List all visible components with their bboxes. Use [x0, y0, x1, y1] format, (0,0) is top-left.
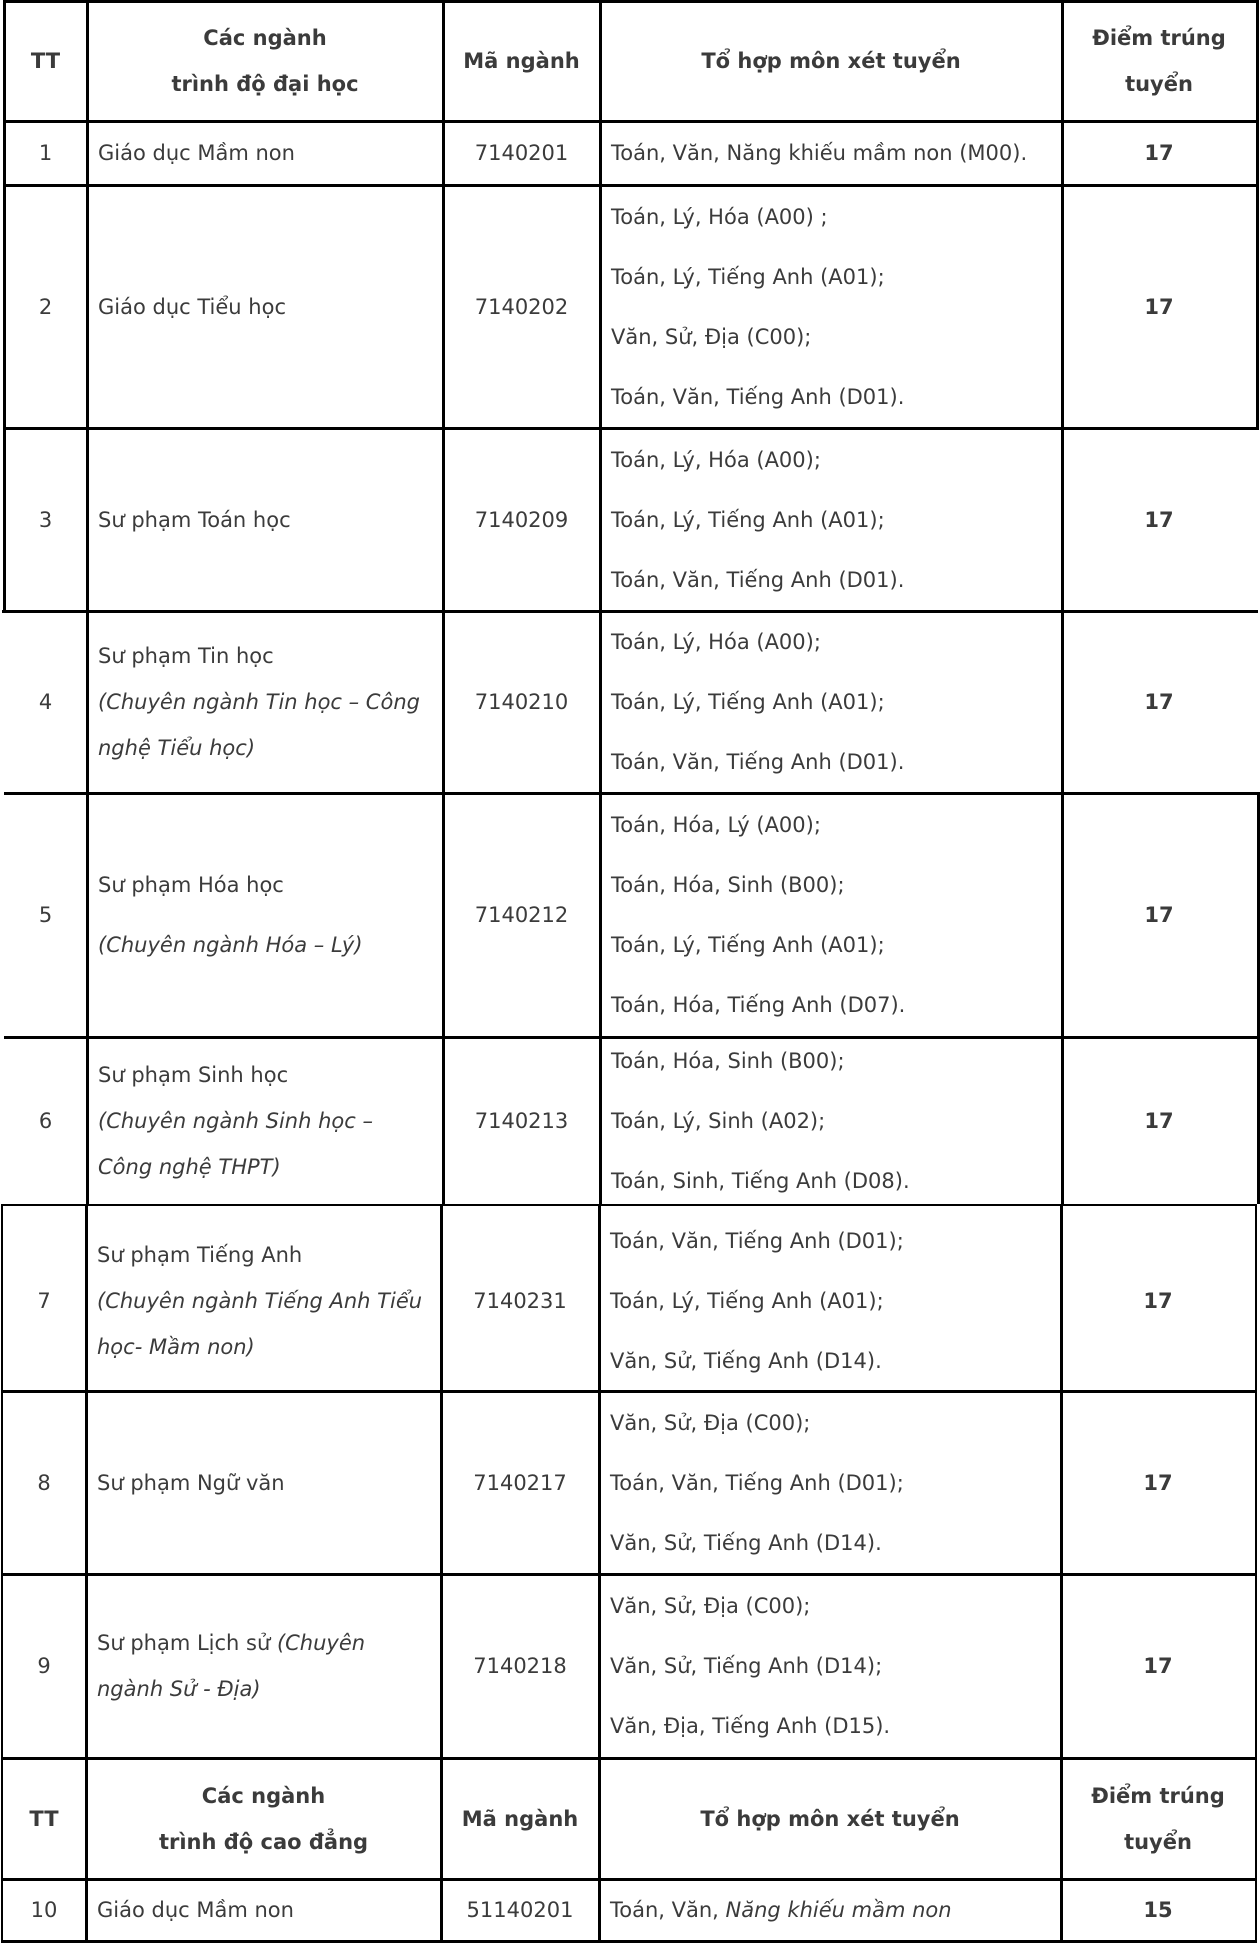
combo-item: Văn, Sử, Địa (C00); — [610, 1410, 811, 1435]
combo-item: Văn, Sử, Địa (C00); — [611, 324, 812, 349]
row-combos — [600, 611, 1062, 793]
row-score-value: 17 — [1143, 1288, 1173, 1313]
row-tt-value: 1 — [38, 141, 53, 165]
header-combos-label: Tổ hợp môn xét tuyển — [701, 49, 961, 73]
row-major-note: ngành Sử - Địa) — [97, 1677, 261, 1701]
grid-line — [4, 0, 1258, 3]
row-code-value: 7140231 — [473, 1288, 567, 1313]
row-tt-value: 6 — [38, 1108, 53, 1133]
row-score — [1062, 1037, 1256, 1204]
row-code — [443, 1037, 600, 1204]
row-major — [86, 1879, 441, 1941]
row-major-note: học- Mầm non) — [97, 1334, 255, 1359]
row-major-name: Sư phạm Lịch sử — [97, 1631, 277, 1655]
header-code-label: Mã ngành — [463, 49, 580, 73]
row-score — [1061, 1574, 1255, 1758]
grid-line — [1061, 0, 1064, 1204]
row-tt — [4, 121, 87, 185]
combo-item: Toán, Lý, Tiếng Anh (A01); — [611, 507, 885, 532]
row-major-name: Sư phạm Tiếng Anh — [97, 1242, 303, 1267]
row-tt-value: 10 — [30, 1898, 58, 1922]
row-major-note: (Chuyên ngành Sinh học – — [98, 1108, 373, 1133]
row-tt — [4, 611, 87, 793]
combo-item: Văn, Sử, Địa (C00); — [610, 1594, 811, 1618]
header-code — [443, 1, 600, 121]
grid-line — [1, 1940, 1256, 1943]
row-score — [1061, 1391, 1255, 1574]
combo-item: Toán, Hóa, Sinh (B00); — [611, 873, 845, 897]
grid-line — [442, 0, 445, 1204]
grid-line — [86, 0, 89, 1204]
header-score — [1061, 1758, 1255, 1879]
header-tt-label: TT — [29, 1806, 59, 1831]
row-code — [443, 185, 600, 428]
combo-item-italic: Năng khiếu mầm non — [725, 1898, 952, 1922]
combo-item: Toán, Văn, — [610, 1898, 726, 1922]
header-code — [441, 1758, 599, 1879]
header-code-label: Mã ngành — [461, 1806, 579, 1831]
header-major-line1: Các ngành — [201, 1783, 326, 1808]
header-score-line1: Điểm trúng — [1092, 26, 1226, 50]
header-score — [1062, 1, 1256, 121]
row-score-value: 17 — [1143, 1470, 1173, 1495]
grid-line — [440, 1204, 443, 1943]
row-major — [87, 121, 443, 185]
grid-line — [1, 1390, 1256, 1393]
header-score-line1: Điểm trúng — [1091, 1783, 1225, 1808]
table-row — [0, 1037, 1260, 1204]
row-major-note: (Chuyên ngành Tiếng Anh Tiểu — [97, 1288, 423, 1313]
table-row — [0, 1210, 1260, 1391]
header-major-line2: trình độ đại học — [171, 72, 359, 96]
row-major — [87, 611, 443, 793]
grid-line — [1, 1204, 1256, 1206]
row-combos — [600, 1037, 1062, 1204]
grid-line — [4, 120, 1258, 123]
header-combos-label: Tổ hợp môn xét tuyển — [700, 1806, 960, 1831]
combo-item: Văn, Sử, Tiếng Anh (D14). — [610, 1530, 882, 1555]
table-header-row — [0, 1, 1260, 121]
combo-item: Toán, Lý, Hóa (A00); — [611, 447, 821, 472]
combo-item: Toán, Hóa, Tiếng Anh (D07). — [611, 993, 906, 1017]
admission-table-continued — [0, 1210, 1260, 1952]
row-tt — [2, 1391, 86, 1574]
row-major-name: Giáo dục Tiểu học — [98, 294, 286, 319]
row-code — [443, 793, 600, 1037]
header-score-line2: tuyển — [1125, 72, 1193, 96]
grid-line — [4, 1036, 1258, 1039]
header-major — [87, 1, 443, 121]
row-major — [86, 1391, 441, 1574]
row-code-value: 7140213 — [474, 1108, 569, 1133]
combo-item: Toán, Hóa, Sinh (B00); — [611, 1048, 845, 1073]
row-score — [1062, 428, 1256, 611]
row-code-value: 51140201 — [466, 1898, 574, 1922]
table-row — [0, 793, 1260, 1037]
row-major — [87, 428, 443, 611]
combo-item: Toán, Văn, Năng khiếu mầm non (M00). — [611, 141, 1028, 165]
combo-item: Toán, Lý, Tiếng Anh (A01); — [611, 933, 885, 957]
row-combos — [599, 1879, 1061, 1941]
row-tt-value: 8 — [37, 1470, 51, 1495]
row-code-value: 7140202 — [474, 294, 569, 319]
header-combos — [600, 1, 1062, 121]
row-tt — [4, 793, 87, 1037]
row-score-value: 17 — [1144, 507, 1174, 532]
row-score — [1062, 611, 1256, 793]
table-row — [0, 185, 1260, 428]
grid-line — [2, 610, 1258, 613]
row-code-value: 7140218 — [473, 1654, 567, 1678]
row-major-name: Sư phạm Tin học — [98, 644, 274, 668]
combo-item: Văn, Sử, Tiếng Anh (D14). — [610, 1348, 882, 1373]
combo-item: Toán, Lý, Tiếng Anh (A01); — [611, 264, 885, 289]
row-code — [441, 1391, 599, 1574]
row-major-name: Sư phạm Toán học — [98, 507, 291, 532]
row-major — [87, 793, 443, 1037]
table-row — [0, 1879, 1260, 1941]
table-row — [0, 428, 1260, 611]
row-major-note: (Chuyên ngành Hóa – Lý) — [98, 933, 363, 957]
row-combos — [600, 793, 1062, 1037]
row-major — [86, 1210, 441, 1391]
row-tt — [4, 428, 87, 611]
row-tt-value: 3 — [38, 507, 53, 532]
row-score — [1061, 1210, 1255, 1391]
grid-line — [1, 1573, 1256, 1576]
row-score-value: 17 — [1143, 1654, 1173, 1678]
row-code — [441, 1210, 599, 1391]
row-code-value: 7140210 — [474, 690, 569, 714]
row-code-value: 7140212 — [474, 903, 569, 927]
row-combos — [599, 1574, 1061, 1758]
row-major-name: Giáo dục Mầm non — [97, 1898, 294, 1922]
row-code-value: 7140201 — [474, 141, 569, 165]
row-score-value: 15 — [1143, 1898, 1173, 1922]
row-tt-value: 9 — [37, 1654, 51, 1678]
row-tt — [4, 1037, 87, 1204]
row-major-name: Sư phạm Ngữ văn — [97, 1470, 285, 1495]
combo-item: Toán, Hóa, Lý (A00); — [611, 813, 821, 837]
row-score-value: 17 — [1144, 690, 1174, 714]
combo-item: Toán, Sinh, Tiếng Anh (D08). — [611, 1168, 910, 1193]
row-major-note: Công nghệ THPT) — [98, 1154, 281, 1179]
grid-line — [4, 792, 1258, 795]
grid-line — [3, 0, 6, 610]
grid-line — [1, 1757, 1256, 1760]
row-major-note: (Chuyên — [276, 1631, 366, 1655]
combo-item: Toán, Văn, Tiếng Anh (D01). — [611, 750, 905, 774]
row-tt-value: 4 — [38, 690, 53, 714]
combo-item: Văn, Địa, Tiếng Anh (D15). — [610, 1714, 891, 1738]
combo-item: Toán, Văn, Tiếng Anh (D01); — [610, 1470, 904, 1495]
row-major-note: nghệ Tiểu học) — [98, 736, 256, 760]
row-score-value: 17 — [1144, 294, 1174, 319]
row-tt — [4, 185, 87, 428]
grid-line — [4, 427, 1258, 430]
header-major-line1: Các ngành — [203, 26, 327, 50]
grid-line — [1256, 0, 1259, 430]
combo-item: Toán, Lý, Hóa (A00); — [611, 630, 821, 654]
row-score — [1062, 185, 1256, 428]
row-code — [441, 1574, 599, 1758]
row-major — [86, 1574, 441, 1758]
row-combos — [600, 121, 1062, 185]
combo-item: Toán, Lý, Tiếng Anh (A01); — [611, 690, 885, 714]
row-tt — [2, 1574, 86, 1758]
row-major — [87, 185, 443, 428]
grid-line — [598, 1204, 601, 1943]
row-combos — [600, 185, 1062, 428]
grid-line — [1, 1204, 3, 1943]
combo-item: Toán, Lý, Tiếng Anh (A01); — [610, 1288, 884, 1313]
row-major-note: (Chuyên ngành Tin học – Công — [98, 690, 420, 714]
header-combos — [599, 1758, 1061, 1879]
row-combos — [600, 428, 1062, 611]
header-tt — [2, 1758, 86, 1879]
row-major — [87, 1037, 443, 1204]
header-major — [86, 1758, 441, 1879]
grid-line — [1060, 1204, 1063, 1943]
combo-item: Văn, Sử, Tiếng Anh (D14); — [610, 1654, 883, 1678]
table-row — [0, 121, 1260, 185]
grid-line — [4, 184, 1258, 187]
row-tt-value: 7 — [37, 1288, 51, 1313]
header-major-line2: trình độ cao đẳng — [158, 1829, 369, 1854]
combo-item: Toán, Văn, Tiếng Anh (D01); — [610, 1228, 904, 1253]
grid-line — [1255, 1204, 1257, 1943]
row-score-value: 17 — [1144, 903, 1174, 927]
table-header-row-college — [0, 1758, 1260, 1879]
row-score — [1061, 1879, 1255, 1941]
row-tt-value: 2 — [38, 294, 53, 319]
row-major-name: Giáo dục Mầm non — [98, 141, 295, 165]
header-tt-label: TT — [30, 49, 61, 73]
combo-item: Toán, Lý, Sinh (A02); — [611, 1108, 826, 1133]
row-tt-value: 5 — [38, 903, 53, 927]
row-tt — [2, 1210, 86, 1391]
row-code-value: 7140209 — [474, 507, 569, 532]
grid-line — [1, 1878, 1256, 1881]
table-row — [0, 1391, 1260, 1574]
row-code — [441, 1879, 599, 1941]
grid-line — [85, 1204, 88, 1943]
row-score-value: 17 — [1144, 1108, 1174, 1133]
row-score — [1062, 793, 1256, 1037]
table-row — [0, 1574, 1260, 1758]
header-tt — [4, 1, 87, 121]
row-major-name: Sư phạm Sinh học — [98, 1062, 289, 1087]
row-score — [1062, 121, 1256, 185]
row-code — [443, 611, 600, 793]
row-code — [443, 428, 600, 611]
table-row — [0, 611, 1260, 793]
row-tt — [2, 1879, 86, 1941]
row-code — [443, 121, 600, 185]
grid-line — [599, 0, 602, 1204]
row-combos — [599, 1210, 1061, 1391]
combo-item: Toán, Văn, Tiếng Anh (D01). — [611, 567, 905, 592]
row-score-value: 17 — [1144, 141, 1174, 165]
row-combos — [599, 1391, 1061, 1574]
combo-item: Toán, Lý, Hóa (A00) ; — [611, 204, 828, 229]
row-major-name: Sư phạm Hóa học — [98, 873, 284, 897]
row-code-value: 7140217 — [473, 1470, 567, 1495]
header-score-line2: tuyển — [1124, 1829, 1192, 1854]
combo-item: Toán, Văn, Tiếng Anh (D01). — [611, 384, 905, 409]
